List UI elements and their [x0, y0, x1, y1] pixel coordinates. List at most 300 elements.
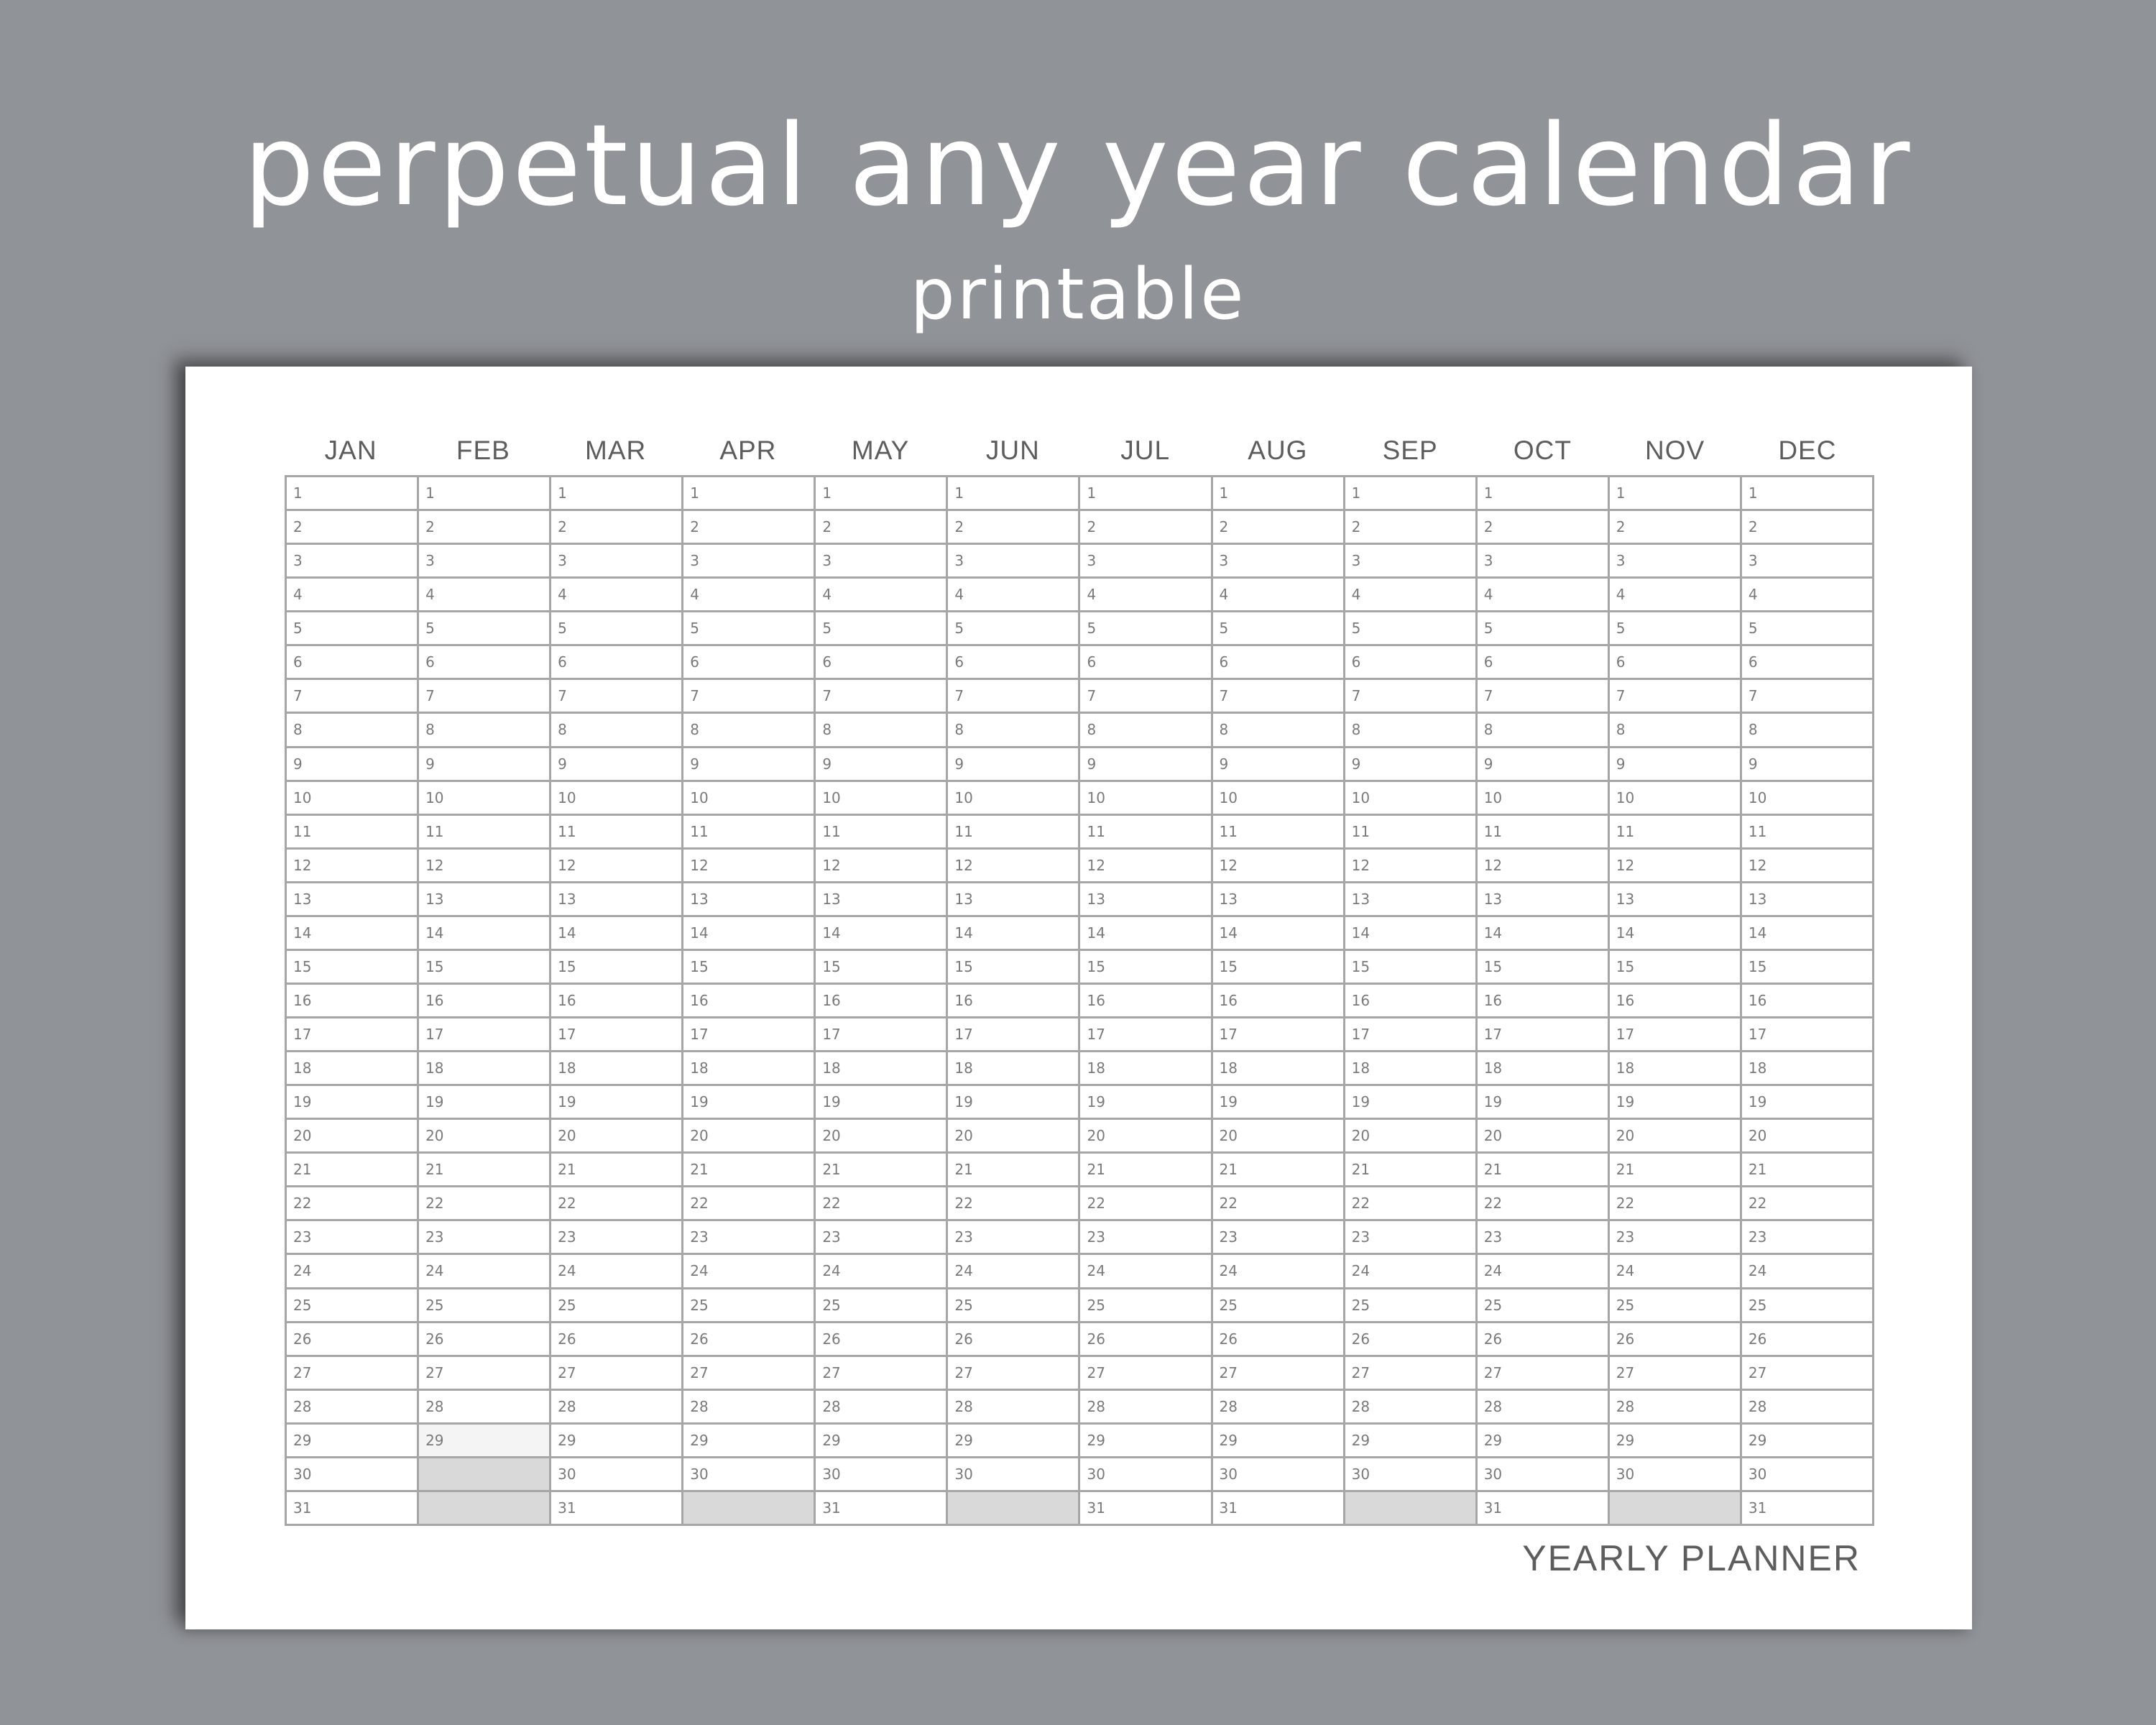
day-cell[interactable]: 14	[683, 916, 815, 949]
day-cell[interactable]: 4	[1212, 578, 1344, 612]
day-cell[interactable]: 5	[1079, 612, 1212, 645]
day-cell[interactable]: 8	[1079, 713, 1212, 747]
day-cell[interactable]: 17	[683, 1018, 815, 1052]
day-cell[interactable]: 22	[1476, 1187, 1608, 1220]
day-cell[interactable]: 3	[418, 544, 550, 578]
day-cell[interactable]: 19	[1079, 1085, 1212, 1119]
day-cell[interactable]: 7	[1344, 679, 1476, 713]
day-cell[interactable]: 23	[1344, 1220, 1476, 1254]
day-cell[interactable]: 30	[815, 1457, 947, 1491]
day-cell[interactable]: 12	[1476, 848, 1608, 882]
day-cell[interactable]: 2	[815, 510, 947, 544]
day-cell[interactable]: 1	[286, 477, 418, 510]
day-cell[interactable]: 26	[1344, 1322, 1476, 1356]
day-cell[interactable]: 10	[1344, 781, 1476, 814]
day-cell[interactable]: 13	[947, 882, 1079, 916]
day-cell[interactable]: 27	[1212, 1356, 1344, 1389]
day-cell[interactable]: 24	[947, 1254, 1079, 1288]
day-cell[interactable]: 20	[683, 1119, 815, 1153]
day-cell[interactable]: 11	[1476, 814, 1608, 848]
day-cell[interactable]: 27	[1476, 1356, 1608, 1389]
day-cell[interactable]: 12	[1608, 848, 1741, 882]
day-cell[interactable]: 13	[1079, 882, 1212, 916]
day-cell[interactable]: 30	[286, 1457, 418, 1491]
day-cell[interactable]: 4	[1608, 578, 1741, 612]
day-cell[interactable]: 20	[1079, 1119, 1212, 1153]
day-cell[interactable]: 30	[947, 1457, 1079, 1491]
day-cell[interactable]: 21	[947, 1153, 1079, 1187]
day-cell[interactable]: 30	[1212, 1457, 1344, 1491]
day-cell[interactable]: 6	[286, 645, 418, 679]
day-cell[interactable]: 12	[1344, 848, 1476, 882]
day-cell[interactable]: 3	[683, 544, 815, 578]
day-cell[interactable]: 10	[947, 781, 1079, 814]
day-cell[interactable]: 21	[815, 1153, 947, 1187]
day-cell[interactable]: 14	[1476, 916, 1608, 949]
day-cell[interactable]: 19	[1608, 1085, 1741, 1119]
day-cell[interactable]: 15	[815, 949, 947, 983]
day-cell[interactable]: 26	[286, 1322, 418, 1356]
day-cell[interactable]: 10	[550, 781, 683, 814]
day-cell[interactable]: 10	[1608, 781, 1741, 814]
day-cell[interactable]: 22	[550, 1187, 683, 1220]
day-cell[interactable]: 22	[1741, 1187, 1873, 1220]
day-cell[interactable]: 25	[550, 1288, 683, 1322]
day-cell[interactable]: 27	[1079, 1356, 1212, 1389]
day-cell[interactable]: 4	[286, 578, 418, 612]
day-cell[interactable]: 23	[1608, 1220, 1741, 1254]
day-cell[interactable]: 12	[418, 848, 550, 882]
day-cell[interactable]: 11	[683, 814, 815, 848]
day-cell[interactable]: 14	[1608, 916, 1741, 949]
day-cell[interactable]: 4	[418, 578, 550, 612]
day-cell[interactable]: 2	[1476, 510, 1608, 544]
day-cell[interactable]: 7	[683, 679, 815, 713]
day-cell[interactable]: 23	[1212, 1220, 1344, 1254]
day-cell[interactable]: 12	[947, 848, 1079, 882]
day-cell[interactable]: 21	[286, 1153, 418, 1187]
day-cell[interactable]: 18	[1608, 1052, 1741, 1085]
day-cell[interactable]: 24	[550, 1254, 683, 1288]
day-cell[interactable]: 8	[947, 713, 1079, 747]
day-cell[interactable]: 10	[815, 781, 947, 814]
day-cell[interactable]: 1	[1741, 477, 1873, 510]
day-cell[interactable]: 19	[947, 1085, 1079, 1119]
day-cell[interactable]: 27	[683, 1356, 815, 1389]
day-cell[interactable]: 7	[815, 679, 947, 713]
day-cell[interactable]: 13	[683, 882, 815, 916]
day-cell[interactable]: 22	[418, 1187, 550, 1220]
day-cell[interactable]: 26	[947, 1322, 1079, 1356]
day-cell[interactable]: 15	[1608, 949, 1741, 983]
day-cell[interactable]: 15	[1212, 949, 1344, 983]
day-cell[interactable]: 21	[1741, 1153, 1873, 1187]
day-cell[interactable]: 5	[286, 612, 418, 645]
day-cell[interactable]: 21	[683, 1153, 815, 1187]
day-cell[interactable]: 29	[550, 1423, 683, 1457]
day-cell[interactable]: 31	[1212, 1491, 1344, 1524]
day-cell[interactable]: 1	[1608, 477, 1741, 510]
day-cell[interactable]: 29	[1741, 1423, 1873, 1457]
day-cell[interactable]: 7	[1476, 679, 1608, 713]
day-cell[interactable]: 12	[1079, 848, 1212, 882]
day-cell[interactable]: 3	[815, 544, 947, 578]
day-cell[interactable]: 18	[683, 1052, 815, 1085]
day-cell[interactable]: 22	[815, 1187, 947, 1220]
day-cell[interactable]: 17	[1344, 1018, 1476, 1052]
day-cell[interactable]: 11	[1212, 814, 1344, 848]
day-cell[interactable]: 6	[683, 645, 815, 679]
day-cell[interactable]: 13	[1344, 882, 1476, 916]
day-cell[interactable]: 24	[286, 1254, 418, 1288]
day-cell[interactable]: 25	[815, 1288, 947, 1322]
day-cell[interactable]: 24	[1344, 1254, 1476, 1288]
day-cell[interactable]: 31	[1741, 1491, 1873, 1524]
day-cell[interactable]: 26	[550, 1322, 683, 1356]
day-cell[interactable]: 8	[1476, 713, 1608, 747]
day-cell[interactable]: 10	[1079, 781, 1212, 814]
day-cell[interactable]: 20	[286, 1119, 418, 1153]
day-cell[interactable]: 7	[1079, 679, 1212, 713]
day-cell[interactable]: 9	[1476, 747, 1608, 781]
day-cell[interactable]: 17	[550, 1018, 683, 1052]
day-cell[interactable]: 3	[1344, 544, 1476, 578]
day-cell[interactable]: 17	[1212, 1018, 1344, 1052]
day-cell[interactable]: 25	[1608, 1288, 1741, 1322]
day-cell[interactable]: 12	[1212, 848, 1344, 882]
day-cell[interactable]: 19	[683, 1085, 815, 1119]
day-cell[interactable]: 11	[947, 814, 1079, 848]
day-cell[interactable]: 25	[286, 1288, 418, 1322]
day-cell[interactable]: 25	[947, 1288, 1079, 1322]
day-cell[interactable]: 1	[683, 477, 815, 510]
day-cell[interactable]: 24	[418, 1254, 550, 1288]
day-cell[interactable]: 22	[1079, 1187, 1212, 1220]
day-cell[interactable]: 19	[1212, 1085, 1344, 1119]
day-cell[interactable]: 23	[550, 1220, 683, 1254]
day-cell[interactable]: 4	[683, 578, 815, 612]
day-cell[interactable]: 31	[286, 1491, 418, 1524]
day-cell[interactable]: 31	[1476, 1491, 1608, 1524]
day-cell[interactable]: 6	[1741, 645, 1873, 679]
day-cell[interactable]: 20	[1212, 1119, 1344, 1153]
day-cell[interactable]: 8	[683, 713, 815, 747]
day-cell[interactable]: 18	[1344, 1052, 1476, 1085]
day-cell[interactable]: 17	[286, 1018, 418, 1052]
day-cell[interactable]: 25	[1344, 1288, 1476, 1322]
day-cell[interactable]: 21	[1212, 1153, 1344, 1187]
day-cell[interactable]: 5	[815, 612, 947, 645]
day-cell[interactable]: 26	[1608, 1322, 1741, 1356]
day-cell[interactable]: 18	[1079, 1052, 1212, 1085]
day-cell[interactable]: 11	[1344, 814, 1476, 848]
day-cell[interactable]: 13	[1212, 882, 1344, 916]
day-cell[interactable]: 16	[418, 983, 550, 1017]
day-cell[interactable]: 6	[550, 645, 683, 679]
day-cell[interactable]: 8	[1212, 713, 1344, 747]
day-cell[interactable]: 28	[1741, 1389, 1873, 1423]
day-cell[interactable]: 14	[1079, 916, 1212, 949]
day-cell[interactable]: 11	[286, 814, 418, 848]
day-cell[interactable]: 23	[286, 1220, 418, 1254]
day-cell[interactable]: 29	[1344, 1423, 1476, 1457]
day-cell[interactable]: 28	[1212, 1389, 1344, 1423]
day-cell[interactable]: 18	[1741, 1052, 1873, 1085]
day-cell[interactable]: 30	[1741, 1457, 1873, 1491]
day-cell[interactable]: 17	[1079, 1018, 1212, 1052]
day-cell[interactable]: 29	[418, 1423, 550, 1457]
day-cell[interactable]: 15	[1344, 949, 1476, 983]
day-cell[interactable]: 15	[1741, 949, 1873, 983]
day-cell[interactable]: 9	[418, 747, 550, 781]
day-cell[interactable]: 7	[550, 679, 683, 713]
day-cell[interactable]: 28	[683, 1389, 815, 1423]
day-cell[interactable]: 28	[947, 1389, 1079, 1423]
day-cell[interactable]: 21	[1344, 1153, 1476, 1187]
day-cell[interactable]: 18	[286, 1052, 418, 1085]
day-cell[interactable]: 25	[1079, 1288, 1212, 1322]
day-cell[interactable]: 19	[815, 1085, 947, 1119]
day-cell[interactable]: 20	[1476, 1119, 1608, 1153]
day-cell[interactable]: 26	[1212, 1322, 1344, 1356]
day-cell[interactable]: 9	[286, 747, 418, 781]
day-cell[interactable]: 29	[1476, 1423, 1608, 1457]
day-cell[interactable]: 26	[1741, 1322, 1873, 1356]
day-cell[interactable]: 16	[1079, 983, 1212, 1017]
day-cell[interactable]: 3	[1079, 544, 1212, 578]
day-cell[interactable]: 7	[1608, 679, 1741, 713]
day-cell[interactable]: 27	[1741, 1356, 1873, 1389]
day-cell[interactable]: 29	[286, 1423, 418, 1457]
day-cell[interactable]: 10	[1212, 781, 1344, 814]
day-cell[interactable]: 5	[683, 612, 815, 645]
day-cell[interactable]: 23	[1741, 1220, 1873, 1254]
day-cell[interactable]: 4	[1741, 578, 1873, 612]
day-cell[interactable]: 31	[1079, 1491, 1212, 1524]
day-cell[interactable]: 7	[1212, 679, 1344, 713]
day-cell[interactable]: 23	[1079, 1220, 1212, 1254]
day-cell[interactable]: 3	[1476, 544, 1608, 578]
day-cell[interactable]: 15	[947, 949, 1079, 983]
day-cell[interactable]: 14	[286, 916, 418, 949]
day-cell[interactable]: 5	[947, 612, 1079, 645]
day-cell[interactable]: 24	[815, 1254, 947, 1288]
day-cell[interactable]: 6	[1344, 645, 1476, 679]
day-cell[interactable]: 10	[1476, 781, 1608, 814]
day-cell[interactable]: 7	[1741, 679, 1873, 713]
day-cell[interactable]: 24	[1476, 1254, 1608, 1288]
day-cell[interactable]: 23	[947, 1220, 1079, 1254]
day-cell[interactable]: 5	[1344, 612, 1476, 645]
day-cell[interactable]: 3	[1608, 544, 1741, 578]
day-cell[interactable]: 29	[1079, 1423, 1212, 1457]
day-cell[interactable]: 5	[1608, 612, 1741, 645]
day-cell[interactable]: 16	[1344, 983, 1476, 1017]
day-cell[interactable]: 17	[1476, 1018, 1608, 1052]
day-cell[interactable]: 13	[286, 882, 418, 916]
day-cell[interactable]: 1	[947, 477, 1079, 510]
day-cell[interactable]: 9	[1079, 747, 1212, 781]
day-cell[interactable]: 26	[1476, 1322, 1608, 1356]
day-cell[interactable]: 27	[815, 1356, 947, 1389]
day-cell[interactable]: 17	[947, 1018, 1079, 1052]
day-cell[interactable]: 3	[1741, 544, 1873, 578]
day-cell[interactable]: 29	[815, 1423, 947, 1457]
day-cell[interactable]: 6	[1476, 645, 1608, 679]
day-cell[interactable]: 9	[550, 747, 683, 781]
day-cell[interactable]: 16	[286, 983, 418, 1017]
day-cell[interactable]: 2	[947, 510, 1079, 544]
day-cell[interactable]: 19	[418, 1085, 550, 1119]
day-cell[interactable]: 6	[947, 645, 1079, 679]
day-cell[interactable]: 23	[815, 1220, 947, 1254]
day-cell[interactable]: 18	[1212, 1052, 1344, 1085]
day-cell[interactable]: 22	[947, 1187, 1079, 1220]
day-cell[interactable]: 23	[683, 1220, 815, 1254]
day-cell[interactable]: 10	[418, 781, 550, 814]
day-cell[interactable]: 24	[1212, 1254, 1344, 1288]
day-cell[interactable]: 6	[815, 645, 947, 679]
day-cell[interactable]: 25	[1476, 1288, 1608, 1322]
day-cell[interactable]: 11	[1608, 814, 1741, 848]
day-cell[interactable]: 11	[418, 814, 550, 848]
day-cell[interactable]: 27	[286, 1356, 418, 1389]
day-cell[interactable]: 15	[418, 949, 550, 983]
day-cell[interactable]: 30	[683, 1457, 815, 1491]
day-cell[interactable]: 2	[550, 510, 683, 544]
day-cell[interactable]: 5	[550, 612, 683, 645]
day-cell[interactable]: 3	[947, 544, 1079, 578]
day-cell[interactable]: 18	[418, 1052, 550, 1085]
day-cell[interactable]: 13	[815, 882, 947, 916]
day-cell[interactable]: 14	[418, 916, 550, 949]
day-cell[interactable]: 28	[1079, 1389, 1212, 1423]
day-cell[interactable]: 20	[947, 1119, 1079, 1153]
day-cell[interactable]: 2	[1212, 510, 1344, 544]
day-cell[interactable]: 12	[683, 848, 815, 882]
day-cell[interactable]: 14	[1344, 916, 1476, 949]
day-cell[interactable]: 4	[1344, 578, 1476, 612]
day-cell[interactable]: 19	[550, 1085, 683, 1119]
day-cell[interactable]: 22	[286, 1187, 418, 1220]
day-cell[interactable]: 4	[1476, 578, 1608, 612]
day-cell[interactable]: 14	[550, 916, 683, 949]
day-cell[interactable]: 29	[947, 1423, 1079, 1457]
day-cell[interactable]: 1	[418, 477, 550, 510]
day-cell[interactable]: 20	[418, 1119, 550, 1153]
day-cell[interactable]: 21	[1608, 1153, 1741, 1187]
day-cell[interactable]: 8	[550, 713, 683, 747]
day-cell[interactable]: 28	[1476, 1389, 1608, 1423]
day-cell[interactable]: 1	[1079, 477, 1212, 510]
day-cell[interactable]: 26	[815, 1322, 947, 1356]
day-cell[interactable]: 9	[1741, 747, 1873, 781]
day-cell[interactable]: 9	[1608, 747, 1741, 781]
day-cell[interactable]: 28	[1608, 1389, 1741, 1423]
day-cell[interactable]: 7	[947, 679, 1079, 713]
day-cell[interactable]: 24	[1741, 1254, 1873, 1288]
day-cell[interactable]: 2	[418, 510, 550, 544]
day-cell[interactable]: 16	[1476, 983, 1608, 1017]
day-cell[interactable]: 8	[1741, 713, 1873, 747]
day-cell[interactable]: 26	[1079, 1322, 1212, 1356]
day-cell[interactable]: 15	[683, 949, 815, 983]
day-cell[interactable]: 23	[418, 1220, 550, 1254]
day-cell[interactable]: 17	[815, 1018, 947, 1052]
day-cell[interactable]: 22	[1608, 1187, 1741, 1220]
day-cell[interactable]: 25	[418, 1288, 550, 1322]
day-cell[interactable]: 16	[550, 983, 683, 1017]
day-cell[interactable]: 2	[1608, 510, 1741, 544]
day-cell[interactable]: 19	[1344, 1085, 1476, 1119]
day-cell[interactable]: 20	[815, 1119, 947, 1153]
day-cell[interactable]: 14	[1741, 916, 1873, 949]
day-cell[interactable]: 9	[815, 747, 947, 781]
day-cell[interactable]: 14	[1212, 916, 1344, 949]
day-cell[interactable]: 11	[815, 814, 947, 848]
day-cell[interactable]: 20	[1344, 1119, 1476, 1153]
day-cell[interactable]: 22	[1212, 1187, 1344, 1220]
day-cell[interactable]: 3	[286, 544, 418, 578]
day-cell[interactable]: 17	[1741, 1018, 1873, 1052]
day-cell[interactable]: 1	[550, 477, 683, 510]
day-cell[interactable]: 30	[1608, 1457, 1741, 1491]
day-cell[interactable]: 30	[1476, 1457, 1608, 1491]
day-cell[interactable]: 9	[1212, 747, 1344, 781]
day-cell[interactable]: 18	[1476, 1052, 1608, 1085]
day-cell[interactable]: 13	[1741, 882, 1873, 916]
day-cell[interactable]: 13	[1608, 882, 1741, 916]
day-cell[interactable]: 30	[1079, 1457, 1212, 1491]
day-cell[interactable]: 11	[1079, 814, 1212, 848]
day-cell[interactable]: 19	[1476, 1085, 1608, 1119]
day-cell[interactable]: 1	[1344, 477, 1476, 510]
day-cell[interactable]: 5	[418, 612, 550, 645]
day-cell[interactable]: 27	[1608, 1356, 1741, 1389]
day-cell[interactable]: 11	[1741, 814, 1873, 848]
day-cell[interactable]: 8	[815, 713, 947, 747]
day-cell[interactable]: 9	[947, 747, 1079, 781]
day-cell[interactable]: 21	[418, 1153, 550, 1187]
day-cell[interactable]: 7	[418, 679, 550, 713]
day-cell[interactable]: 11	[550, 814, 683, 848]
day-cell[interactable]: 9	[1344, 747, 1476, 781]
day-cell[interactable]: 16	[815, 983, 947, 1017]
day-cell[interactable]: 21	[1476, 1153, 1608, 1187]
day-cell[interactable]: 18	[815, 1052, 947, 1085]
day-cell[interactable]: 19	[286, 1085, 418, 1119]
day-cell[interactable]: 10	[286, 781, 418, 814]
day-cell[interactable]: 12	[1741, 848, 1873, 882]
day-cell[interactable]: 25	[1741, 1288, 1873, 1322]
day-cell[interactable]: 15	[286, 949, 418, 983]
day-cell[interactable]: 25	[1212, 1288, 1344, 1322]
day-cell[interactable]: 29	[1212, 1423, 1344, 1457]
day-cell[interactable]: 2	[1079, 510, 1212, 544]
day-cell[interactable]: 28	[815, 1389, 947, 1423]
day-cell[interactable]: 20	[1608, 1119, 1741, 1153]
day-cell[interactable]: 10	[683, 781, 815, 814]
day-cell[interactable]: 4	[550, 578, 683, 612]
day-cell[interactable]: 28	[550, 1389, 683, 1423]
day-cell[interactable]: 30	[550, 1457, 683, 1491]
day-cell[interactable]: 2	[1344, 510, 1476, 544]
day-cell[interactable]: 20	[1741, 1119, 1873, 1153]
day-cell[interactable]: 8	[1608, 713, 1741, 747]
day-cell[interactable]: 1	[1476, 477, 1608, 510]
day-cell[interactable]: 6	[1608, 645, 1741, 679]
day-cell[interactable]: 15	[1079, 949, 1212, 983]
